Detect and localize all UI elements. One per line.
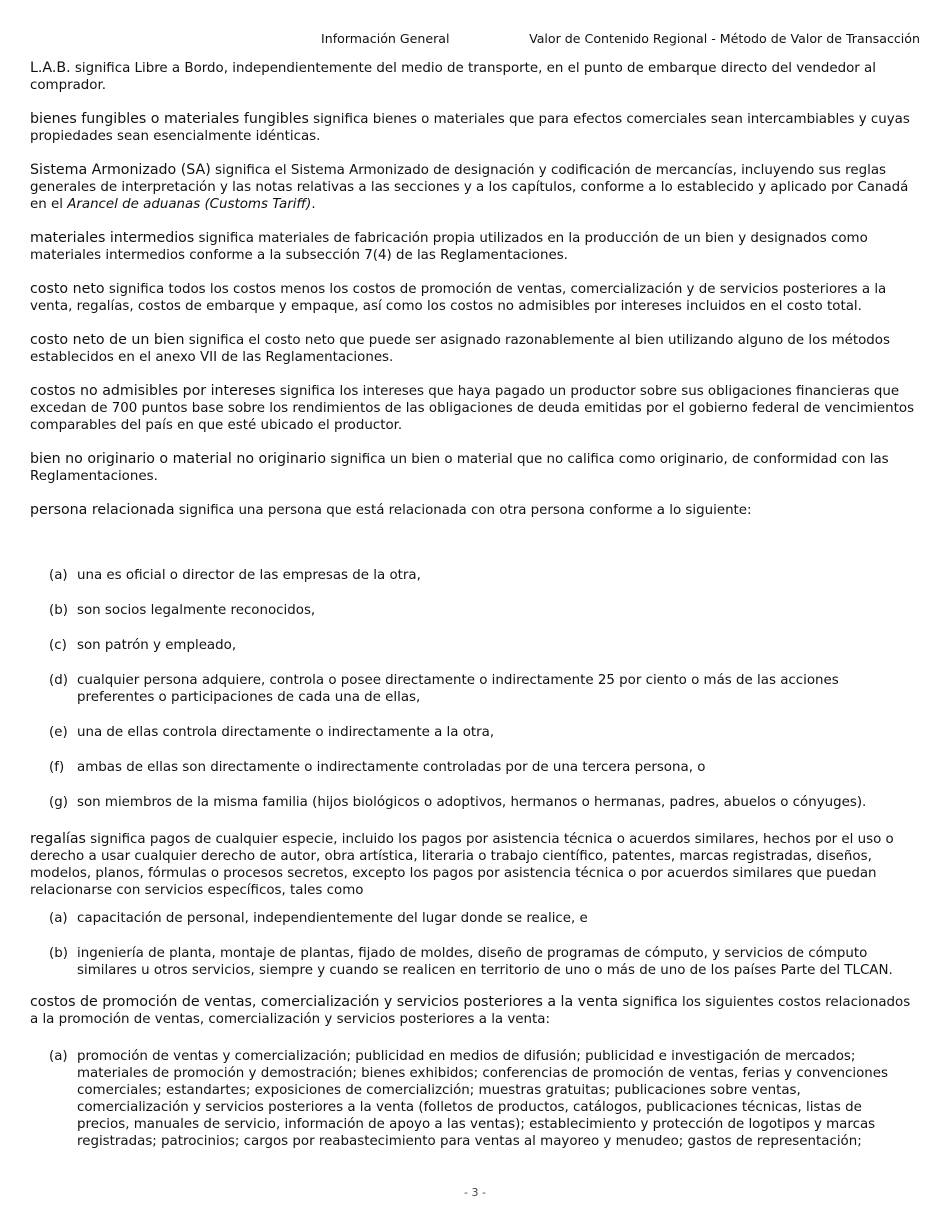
list-text: una de ellas controla directamente o indirectamente a la otra, (77, 725, 495, 740)
list-label: (a) (49, 568, 68, 583)
list-text: ingeniería de planta, montaje de plantas, fijado de moldes, diseño de programas de cómputo, y servicios de cómputo similares u otros servicios, siempre y cuando se realicen en territorio de uno o más de uno de los países Parte del TLCAN. (77, 946, 893, 978)
list-label: (g) (49, 795, 68, 810)
list-text: son miembros de la misma familia (hijos biológicos o adoptivos, hermanos o hermanas, padres, abuelos o cónyuges). (77, 795, 867, 810)
header-topic-title: Valor de Contenido Regional - Método de Valor de Transacción (529, 31, 920, 46)
definition-text: significa todos los costos menos los costos de promoción de ventas, comercialización y de servicios posteriores a la venta, regalías, costos de embarque y empaque, así como los costos no admisibles por intereses incluidos en el costo total. (30, 282, 887, 314)
list-text: una es oficial o director de las empresas de la otra, (77, 568, 421, 583)
list-item (30, 602, 915, 619)
definition-tail: . (311, 197, 316, 212)
definition-lab (30, 60, 915, 94)
list-item (30, 794, 915, 811)
definition-text: significa materiales de fabricación propia utilizados en la producción de un bien y designados como materiales intermedios conforme a la subsección 7(4) de las Reglamentaciones. (30, 231, 868, 263)
definition-sistema-armonizado (30, 162, 915, 213)
list-label: (b) (49, 946, 68, 961)
term: regalías (30, 831, 86, 847)
promotion-list (30, 1048, 915, 1150)
definition-costo-neto-bien (30, 332, 915, 366)
definition-costo-neto (30, 281, 915, 315)
definition-text: significa los intereses que haya pagado un productor sobre sus obligaciones financieras que excedan de 700 puntos base sobre los rendimientos de las obligaciones de deuda emitidas por el gobierno federal de vencimientos comparables del país en que esté ubicado el productor. (30, 384, 915, 433)
definition-text: significa bienes o materiales que para efectos comerciales sean intercambiables y cuyas propiedades sean esencialmente idénticas. (30, 112, 910, 144)
list-label: (d) (49, 673, 68, 688)
definition-text: significa el costo neto que puede ser asignado razonablemente al bien utilizando alguno de los métodos establecidos en el anexo VII de las Reglamentaciones. (30, 333, 890, 365)
list-text: capacitación de personal, independientemente del lugar donde se realice, e (77, 911, 588, 926)
list-item (30, 637, 915, 654)
list-text: cualquier persona adquiere, controla o posee directamente o indirectamente 25 por ciento o más de las acciones preferentes o participaciones de cada una de ellas, (77, 673, 839, 705)
related-person-list (30, 567, 915, 811)
list-label: (b) (49, 603, 68, 618)
definition-text: significa los siguientes costos relacionados a la promoción de ventas, comercialización y servicios posteriores a la venta: (30, 995, 911, 1027)
list-text: son socios legalmente reconocidos, (77, 603, 316, 618)
term: L.A.B. (30, 60, 71, 76)
definition-regalias (30, 831, 915, 899)
list-item (30, 759, 915, 776)
definition-costos-promocion (30, 994, 915, 1028)
definition-materiales-intermedios (30, 230, 915, 264)
term: costos de promoción de ventas, comercialización y servicios posteriores a la venta (30, 994, 619, 1010)
list-item (30, 945, 915, 979)
definition-no-originario (30, 451, 915, 485)
document-body (30, 60, 915, 1150)
list-item (30, 1048, 915, 1150)
definition-persona-relacionada (30, 502, 915, 519)
list-label: (e) (49, 725, 68, 740)
definition-text: significa un bien o material que no califica como originario, de conformidad con las Reglamentaciones. (30, 452, 889, 484)
list-text: promoción de ventas y comercialización; publicidad en medios de difusión; publicidad e investigación de mercados; materiales de promoción y demostración; bienes exhibidos; conferencias de promoción de ventas, ferias y convenciones comerciales; estandartes; exposiciones de comercializción; muestras gratuitas; publicaciones sobre ventas, comercialización y servicios posteriores a la venta (folletos de productos, catálogos, publicaciones técnicas, listas de precios, manuales de servicio, información de apoyo a las ventas); establecimiento y protección de logotipos y marcas registradas; patrocinios; cargos por reabastecimiento para ventas al mayoreo y menudeo; gastos de representación; (77, 1049, 889, 1149)
definition-fungibles (30, 111, 915, 145)
list-item (30, 672, 915, 706)
term: materiales intermedios (30, 230, 195, 246)
list-text: ambas de ellas son directamente o indirectamente controladas por de una tercera persona, o (77, 760, 706, 775)
definition-costos-no-admisibles (30, 383, 915, 434)
definition-text: significa el Sistema Armonizado de designación y codificación de mercancías, incluyendo sus reglas generales de interpretación y las notas relativas a las secciones y a los capítulos, conforme a lo establecido y aplicado por Canadá en el (30, 163, 909, 212)
term: bien no originario o material no originario (30, 451, 327, 467)
term: Sistema Armonizado (SA) (30, 162, 211, 178)
royalties-list (30, 910, 915, 979)
list-text: son patrón y empleado, (77, 638, 237, 653)
list-label: (a) (49, 1049, 68, 1064)
list-item (30, 910, 915, 927)
list-label: (f) (49, 760, 65, 775)
header-section-title: Información General (321, 31, 450, 46)
term: bienes fungibles o materiales fungibles (30, 111, 309, 127)
list-label: (c) (49, 638, 67, 653)
definition-text: significa Libre a Bordo, independientemente del medio de transporte, en el punto de embarque directo del vendedor al comprador. (30, 61, 876, 93)
list-item (30, 567, 915, 584)
term: costo neto (30, 281, 105, 297)
term: persona relacionada (30, 502, 175, 518)
page-header (0, 30, 950, 48)
term: costos no admisibles por intereses (30, 383, 276, 399)
definition-italic-text: Arancel de aduanas (Customs Tariff) (67, 197, 312, 212)
term: costo neto de un bien (30, 332, 185, 348)
definition-text: significa una persona que está relacionada con otra persona conforme a lo siguiente: (174, 503, 752, 518)
list-item (30, 724, 915, 741)
definition-text: significa pagos de cualquier especie, incluido los pagos por asistencia técnica o acuerdos similares, hechos por el uso o derecho a usar cualquier derecho de autor, obra artística, literaria o trabajo científico, patentes, marcas registradas, diseños, modelos, planos, fórmulas o procesos secretos, excepto los pagos por asistencia técnica o por acuerdos similares que puedan relacionarse con servicios específicos, tales como (30, 832, 894, 898)
page-number: - 3 - (464, 1186, 486, 1199)
list-label: (a) (49, 911, 68, 926)
